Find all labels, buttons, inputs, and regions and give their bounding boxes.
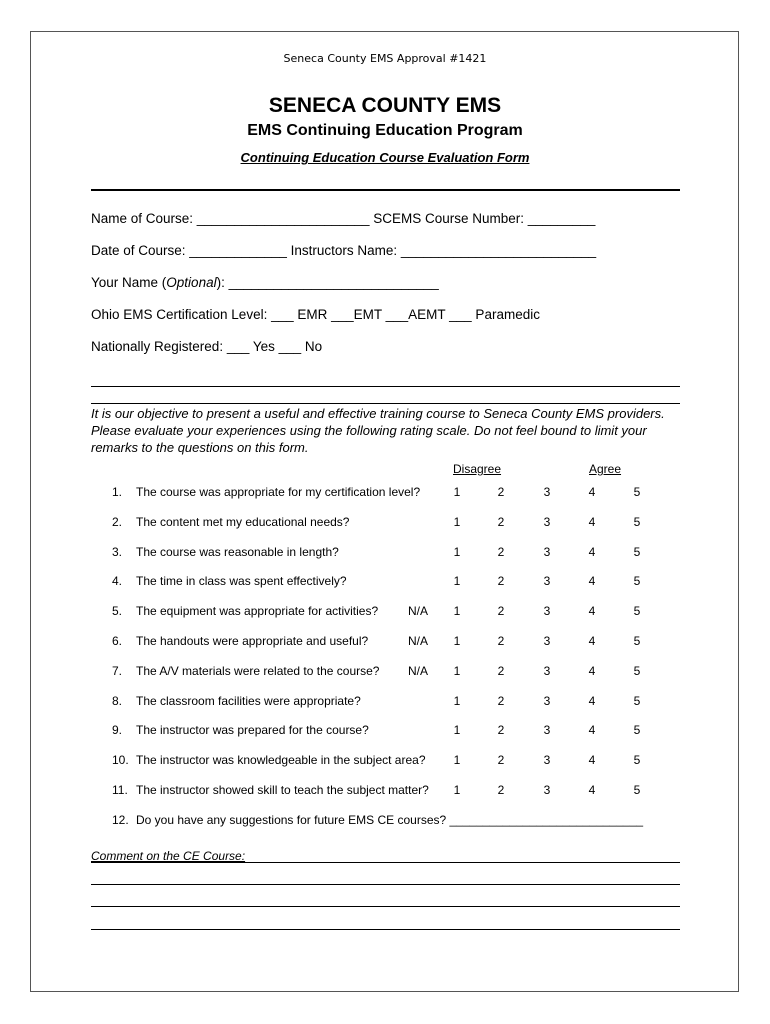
rating-option-1[interactable]: 1 — [453, 753, 461, 767]
rating-option-3[interactable]: 3 — [543, 485, 551, 499]
question-number: 9. — [112, 723, 123, 737]
rating-option-2[interactable]: 2 — [497, 574, 505, 588]
comment-line-4[interactable] — [91, 929, 680, 930]
question-text: The content met my educational needs? — [136, 515, 350, 529]
organization-title: SENECA COUNTY EMS — [268, 94, 502, 117]
rating-option-4[interactable]: 4 — [588, 753, 596, 767]
course-name-field[interactable]: Name of Course: _______________________ SCEMS Course Number: _________ — [91, 211, 596, 226]
rating-option-5[interactable]: 5 — [633, 664, 641, 678]
comment-label: Comment on the CE Course: — [91, 849, 246, 863]
question-number: 5. — [112, 604, 123, 618]
rating-option-2[interactable]: 2 — [497, 694, 505, 708]
rating-option-4[interactable]: 4 — [588, 694, 596, 708]
your-name-label-suffix: ): ____________________________ — [216, 275, 439, 290]
rating-option-3[interactable]: 3 — [543, 753, 551, 767]
rating-option-1[interactable]: 1 — [453, 485, 461, 499]
rating-option-2[interactable]: 2 — [497, 783, 505, 797]
rating-option-2[interactable]: 2 — [497, 515, 505, 529]
rating-option-4[interactable]: 4 — [588, 634, 596, 648]
rating-option-4[interactable]: 4 — [588, 604, 596, 618]
question-number: 8. — [112, 694, 123, 708]
rating-option-4[interactable]: 4 — [588, 515, 596, 529]
question-number: 1. — [112, 485, 123, 499]
question-text: The instructor was prepared for the course? — [136, 723, 369, 737]
form-title: Continuing Education Course Evaluation Form — [240, 150, 530, 165]
comment-line-1[interactable] — [91, 862, 680, 863]
question-row — [0, 783, 770, 799]
your-name-field[interactable] — [91, 275, 439, 290]
question-row — [0, 515, 770, 531]
program-title: EMS Continuing Education Program — [247, 122, 523, 139]
question-row — [0, 694, 770, 710]
question-text: The equipment was appropriate for activities? — [136, 604, 379, 618]
intro-paragraph: It is our objective to present a useful and effective training course to Seneca County EMS providers. Please evaluate your experiences using the following rating scale. Do not feel bound to limit your remarks to the questions on this form. — [91, 406, 665, 455]
question-row — [0, 545, 770, 561]
nationally-registered-field[interactable]: Nationally Registered: ___ Yes ___ No — [91, 339, 323, 354]
your-name-label-prefix: Your Name ( — [91, 275, 167, 290]
comment-line-3[interactable] — [91, 906, 680, 907]
question-row — [0, 574, 770, 590]
rating-option-5[interactable]: 5 — [633, 694, 641, 708]
rating-option-2[interactable]: 2 — [497, 485, 505, 499]
rating-option-1[interactable]: 1 — [453, 604, 461, 618]
rating-option-3[interactable]: 3 — [543, 574, 551, 588]
question-row — [0, 723, 770, 739]
rating-option-4[interactable]: 4 — [588, 783, 596, 797]
rating-option-5[interactable]: 5 — [633, 634, 641, 648]
approval-number: Seneca County EMS Approval #1421 — [283, 52, 487, 65]
question-text: The A/V materials were related to the course? — [136, 664, 380, 678]
rating-option-3[interactable]: 3 — [543, 664, 551, 678]
rating-option-5[interactable]: 5 — [633, 604, 641, 618]
question-text: The classroom facilities were appropriate? — [136, 694, 361, 708]
rating-option-3[interactable]: 3 — [543, 723, 551, 737]
question-text: The time in class was spent effectively? — [136, 574, 347, 588]
rating-option-3[interactable]: 3 — [543, 694, 551, 708]
form-page-border — [30, 31, 739, 992]
question-12-suggestions[interactable]: Do you have any suggestions for future EMS CE courses? _____________________________ — [136, 813, 644, 827]
rating-option-3[interactable]: 3 — [543, 545, 551, 559]
rating-option-1[interactable]: 1 — [453, 664, 461, 678]
rating-option-1[interactable]: 1 — [453, 694, 461, 708]
question-text: The course was appropriate for my certification level? — [136, 485, 421, 499]
section-divider-1 — [91, 386, 680, 387]
rating-option-5[interactable]: 5 — [633, 515, 641, 529]
question-row — [0, 753, 770, 769]
rating-option-2[interactable]: 2 — [497, 634, 505, 648]
rating-option-3[interactable]: 3 — [543, 783, 551, 797]
rating-option-1[interactable]: 1 — [453, 723, 461, 737]
disagree-label: Disagree — [453, 462, 502, 476]
rating-option-5[interactable]: 5 — [633, 545, 641, 559]
certification-level-field[interactable]: Ohio EMS Certification Level: ___ EMR ___EMT ___AEMT ___ Paramedic — [91, 307, 540, 322]
rating-option-3[interactable]: 3 — [543, 634, 551, 648]
rating-option-4[interactable]: 4 — [588, 574, 596, 588]
na-option[interactable]: N/A — [408, 664, 429, 678]
na-option[interactable]: N/A — [408, 604, 429, 618]
rating-option-1[interactable]: 1 — [453, 545, 461, 559]
question-number: 11. — [112, 783, 128, 797]
question-row — [0, 604, 770, 620]
optional-label: Optional — [166, 275, 217, 290]
rating-option-3[interactable]: 3 — [543, 604, 551, 618]
question-text: The instructor was knowledgeable in the subject area? — [136, 753, 426, 767]
rating-option-2[interactable]: 2 — [497, 545, 505, 559]
question-number: 2. — [112, 515, 123, 529]
rating-option-5[interactable]: 5 — [633, 485, 641, 499]
rating-option-1[interactable]: 1 — [453, 783, 461, 797]
rating-option-5[interactable]: 5 — [633, 753, 641, 767]
rating-option-2[interactable]: 2 — [497, 604, 505, 618]
question-row — [0, 664, 770, 680]
question-number: 6. — [112, 634, 123, 648]
section-divider-2 — [91, 403, 680, 404]
rating-option-4[interactable]: 4 — [588, 723, 596, 737]
rating-option-2[interactable]: 2 — [497, 723, 505, 737]
rating-option-4[interactable]: 4 — [588, 545, 596, 559]
question-text: The course was reasonable in length? — [136, 545, 339, 559]
rating-option-5[interactable]: 5 — [633, 574, 641, 588]
na-option[interactable]: N/A — [408, 634, 429, 648]
course-date-field[interactable]: Date of Course: _____________ Instructors Name: __________________________ — [91, 243, 597, 258]
question-number: 4. — [112, 574, 123, 588]
question-text: The handouts were appropriate and useful? — [136, 634, 369, 648]
rating-option-5[interactable]: 5 — [633, 723, 641, 737]
rating-option-1[interactable]: 1 — [453, 515, 461, 529]
comment-line-2[interactable] — [91, 884, 680, 885]
rating-option-3[interactable]: 3 — [543, 515, 551, 529]
rating-option-4[interactable]: 4 — [588, 485, 596, 499]
question-number: 10. — [112, 753, 129, 767]
question-number: 7. — [112, 664, 123, 678]
rating-option-2[interactable]: 2 — [497, 664, 505, 678]
question-row — [0, 485, 770, 501]
rating-option-1[interactable]: 1 — [453, 574, 461, 588]
question-number: 3. — [112, 545, 123, 559]
rating-option-2[interactable]: 2 — [497, 753, 505, 767]
question-12-number: 12. — [112, 813, 129, 827]
rating-option-1[interactable]: 1 — [453, 634, 461, 648]
rating-option-5[interactable]: 5 — [633, 783, 641, 797]
question-row — [0, 634, 770, 650]
agree-label: Agree — [589, 462, 622, 476]
header-divider — [91, 189, 680, 191]
rating-option-4[interactable]: 4 — [588, 664, 596, 678]
question-text: The instructor showed skill to teach the subject matter? — [136, 783, 429, 797]
